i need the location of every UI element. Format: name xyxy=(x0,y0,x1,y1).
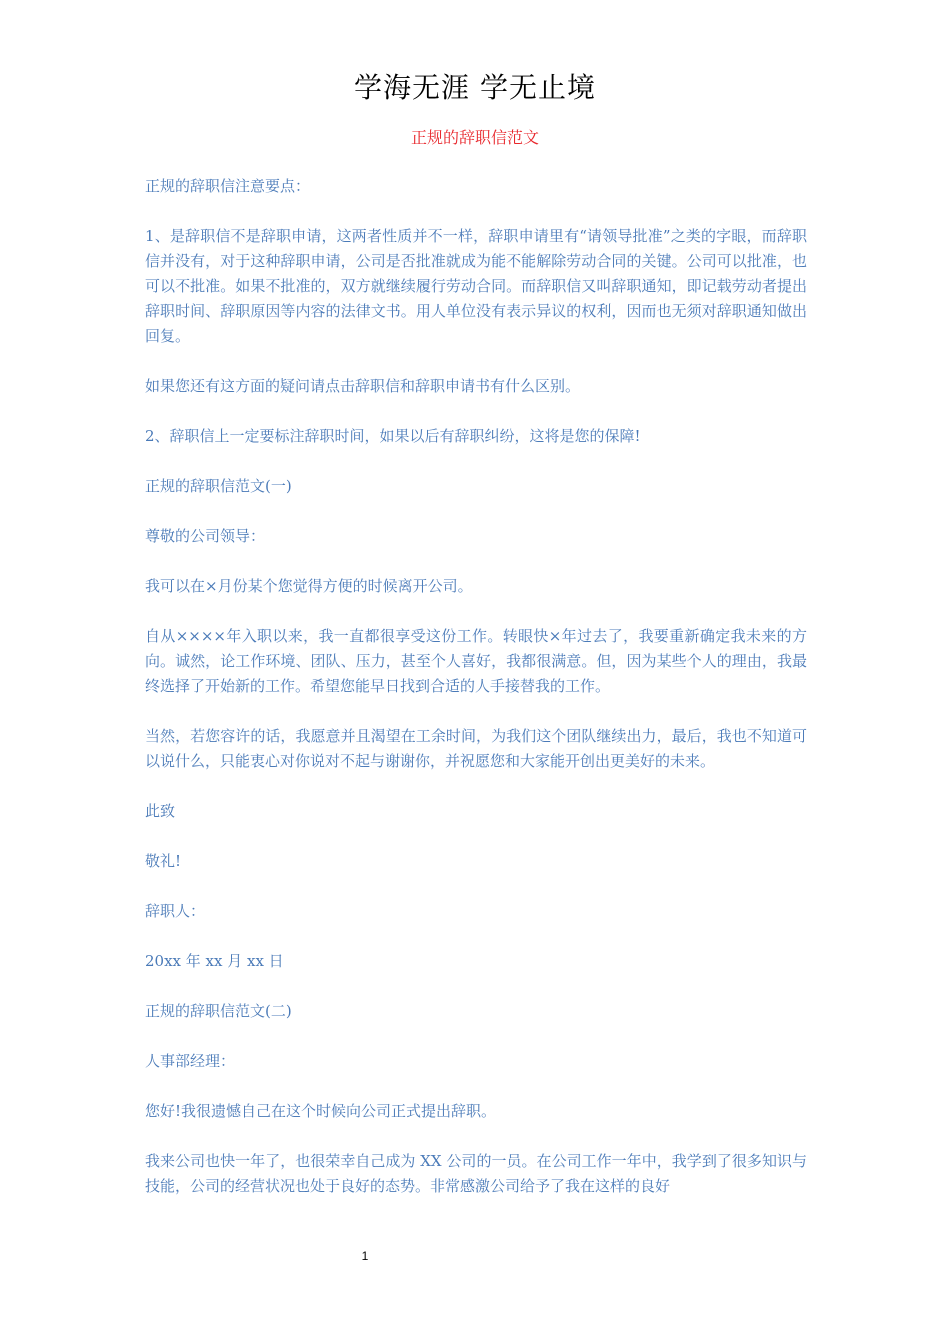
paragraph: 我来公司也快一年了，也很荣幸自己成为 XX 公司的一员。在公司工作一年中，我学到了很多知识与技能，公司的经营状况也处于良好的态势。非常感激公司给予了我在这样的良好 xyxy=(145,1152,807,1195)
document-title: 正规的辞职信范文 xyxy=(410,128,539,147)
section-heading: 正规的辞职信范文(二) xyxy=(145,1002,292,1020)
paragraph: 正规的辞职信注意要点： xyxy=(145,177,311,195)
salutation: 人事部经理： xyxy=(145,1052,236,1070)
section-heading: 正规的辞职信范文(一) xyxy=(145,477,292,495)
closing: 敬礼! xyxy=(145,852,182,870)
document-body xyxy=(145,174,807,1199)
paragraph: 您好!我很遗憾自己在这个时候向公司正式提出辞职。 xyxy=(145,1102,497,1120)
closing: 此致 xyxy=(145,802,176,820)
paragraph: 1、是辞职信不是辞职申请，这两者性质并不一样，辞职申请里有“请领导批准”之类的字眼，而辞职信并没有，对于这种辞职申请，公司是否批准就成为能不能解除劳动合同的关键。公司可以批准，也可以不批准。如果不批准的，双方就继续履行劳动合同。而辞职信又叫辞职通知，即记载劳动者提出辞职时间、辞职原因等内容的法律文书。用人单位没有表示异议的权利，因而也无须对辞职通知做出回复。 xyxy=(145,227,807,345)
paragraph: 如果您还有这方面的疑问请点击辞职信和辞职申请书有什么区别。 xyxy=(145,377,581,395)
paragraph: 我可以在×月份某个您觉得方便的时候离开公司。 xyxy=(145,577,473,595)
paragraph: 2、辞职信上一定要标注辞职时间，如果以后有辞职纠纷，这将是您的保障! xyxy=(145,427,641,445)
page-number: 1 xyxy=(361,1249,369,1263)
signature-label: 辞职人： xyxy=(145,902,206,920)
salutation: 尊敬的公司领导： xyxy=(145,527,266,545)
page-header-title: 学海无涯 学无止境 xyxy=(354,71,596,104)
date-line: 20xx 年 xx 月 xx 日 xyxy=(145,952,284,970)
paragraph: 当然，若您容许的话，我愿意并且渴望在工余时间，为我们这个团队继续出力，最后，我也不知道可以说什么，只能衷心对你说对不起与谢谢你，并祝愿您和大家能开创出更美好的未来。 xyxy=(145,727,807,770)
paragraph: 自从××××年入职以来，我一直都很享受这份工作。转眼快×年过去了，我要重新确定我未来的方向。诚然，论工作环境、团队、压力，甚至个人喜好，我都很满意。但，因为某些个人的理由，我最终选择了开始新的工作。希望您能早日找到合适的人手接替我的工作。 xyxy=(145,627,807,695)
